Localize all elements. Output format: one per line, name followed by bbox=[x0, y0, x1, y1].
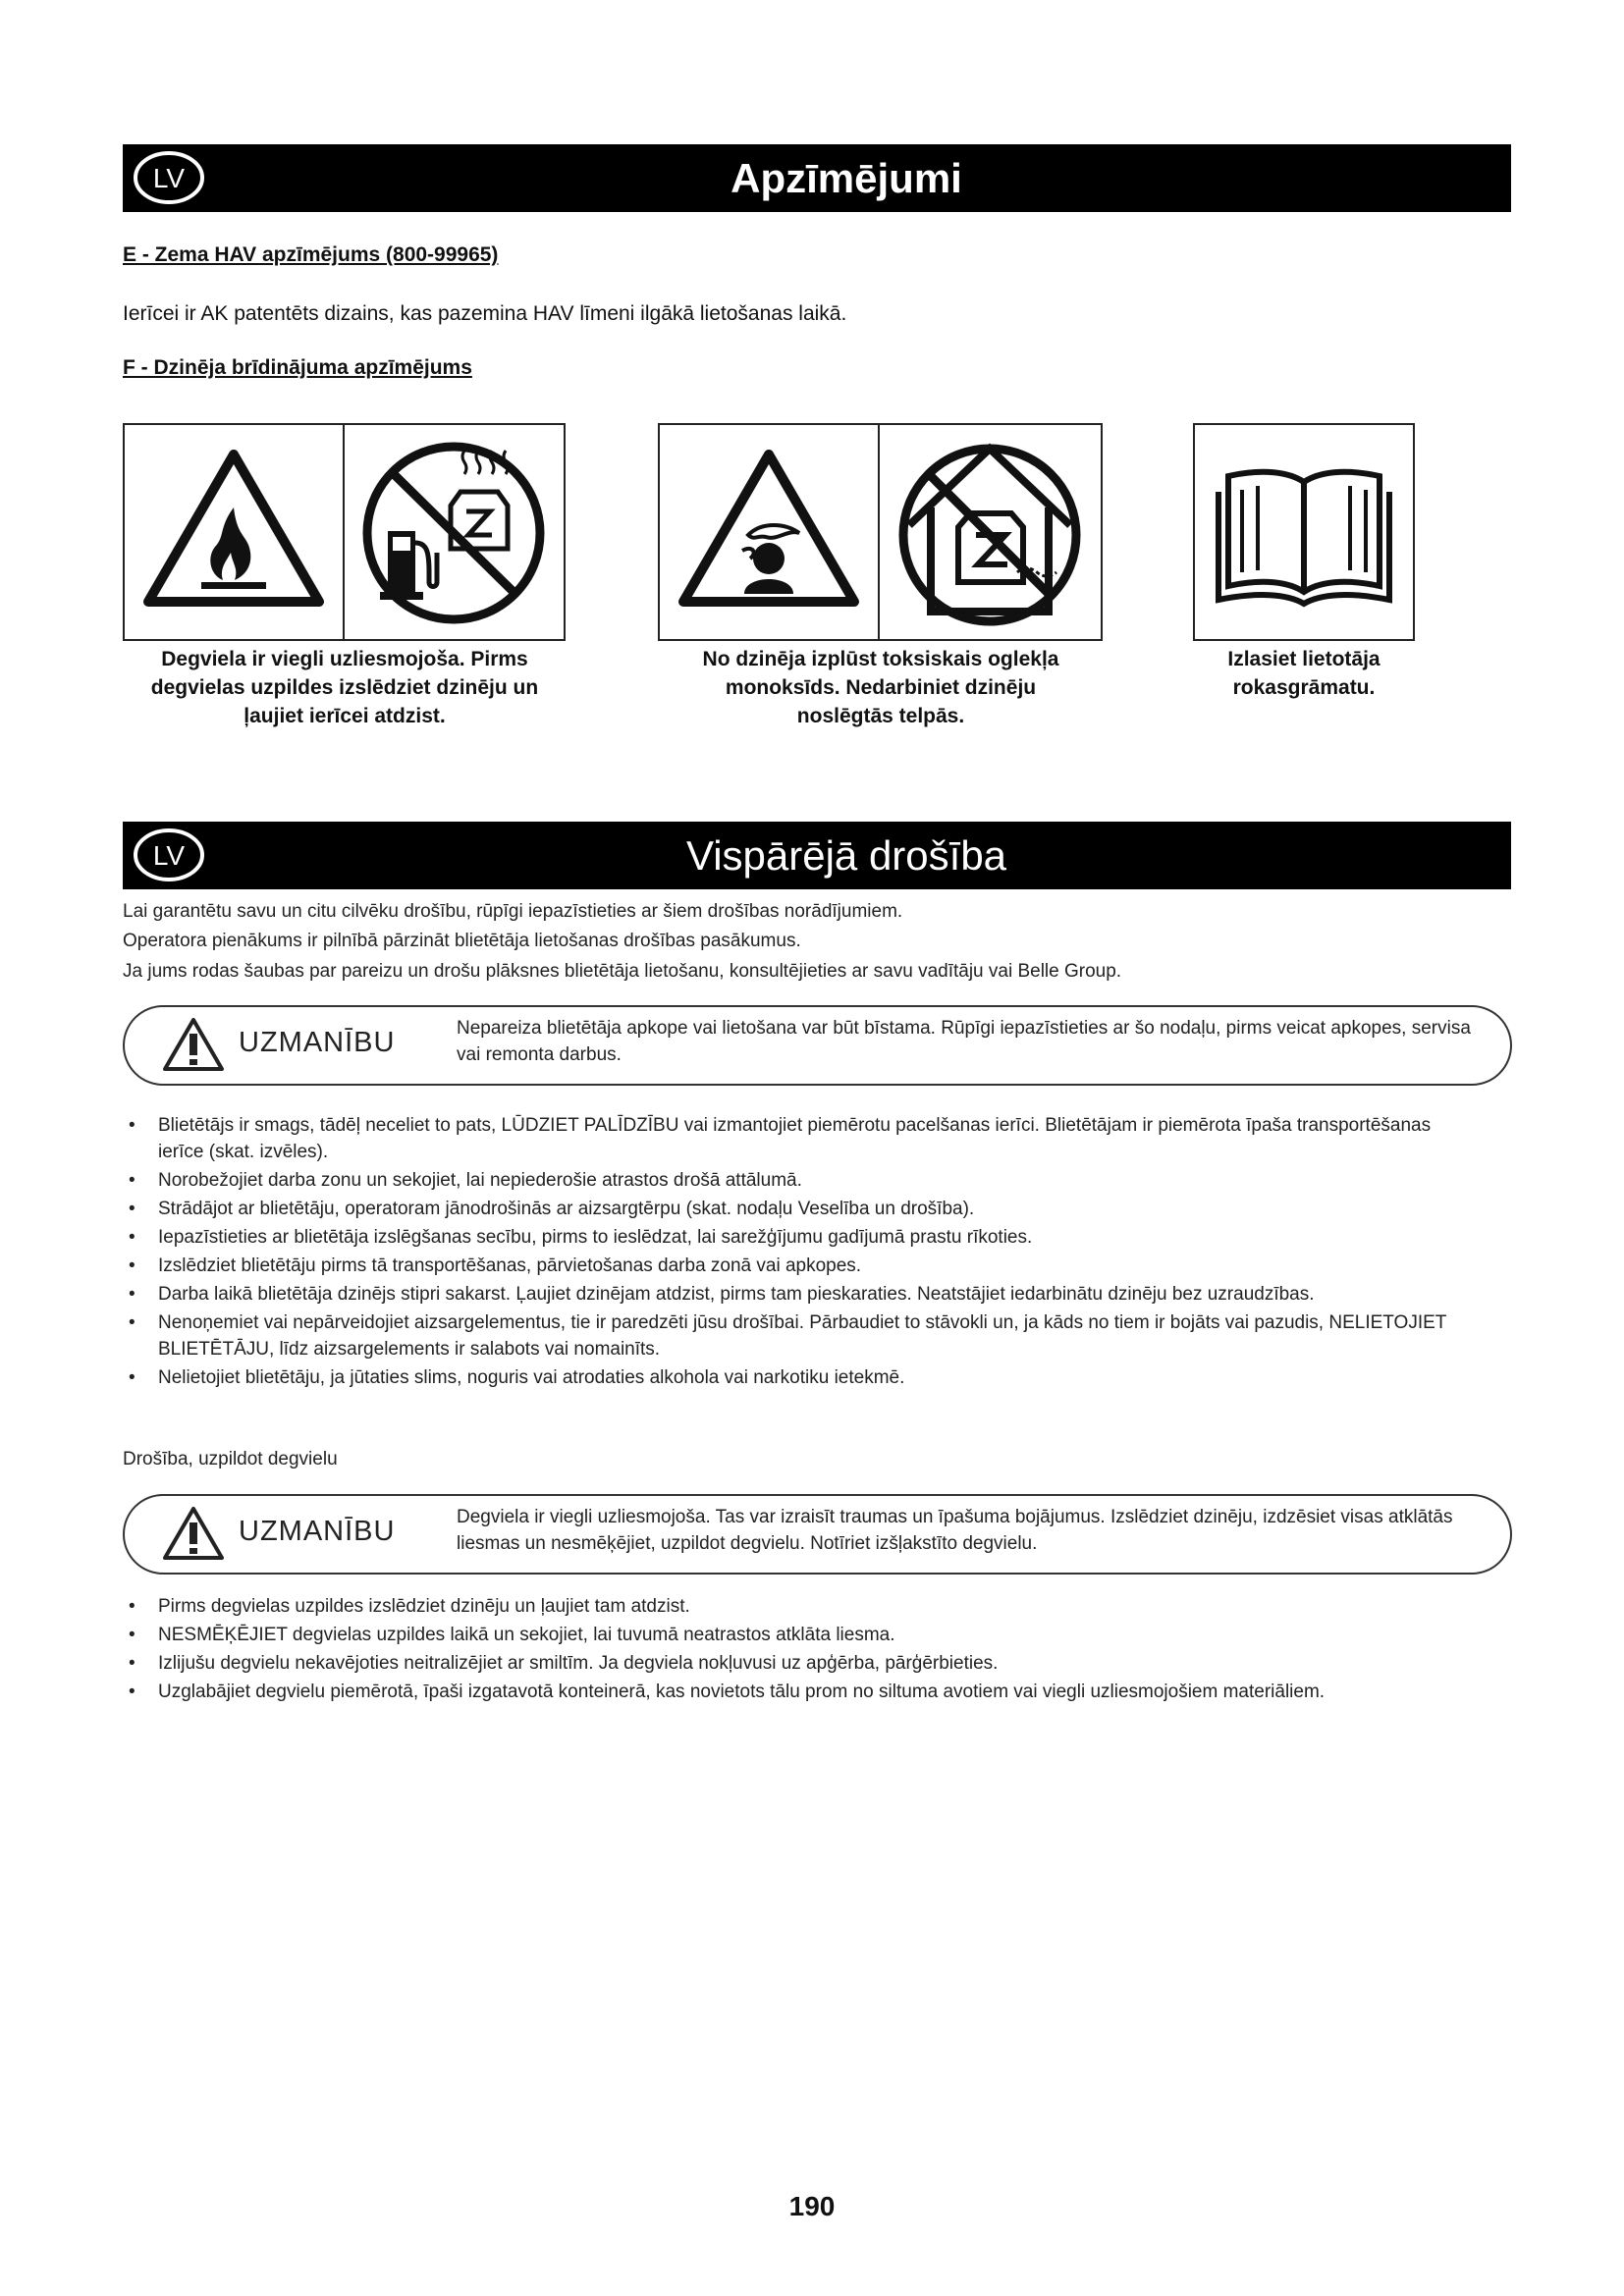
no-engine-indoors-icon bbox=[880, 425, 1101, 641]
caption-read-manual: Izlasiet lietotāja rokasgrāmatu. bbox=[1227, 648, 1380, 699]
fuel-safety-heading: Drošība, uzpildot degvielu bbox=[123, 1449, 338, 1469]
section-banner-symbols bbox=[123, 144, 1511, 212]
caution-box-fuel bbox=[123, 1494, 1512, 1575]
safety-bullet-list bbox=[123, 1112, 1478, 1393]
list-item: • Darba laikā blietētāja dzinējs stipri sakarst. Ļaujiet dzinējam atdzist, pirms tam pieskaraties. Neatstājiet iedarbinātu dzinēju bez uzraudzības. bbox=[123, 1281, 1478, 1308]
manual-panel bbox=[1193, 423, 1415, 641]
caution-text: Degviela ir viegli uzliesmojoša. Tas var izraisīt traumas un īpašuma bojājumus. Izslēdziet dzinēju, izdzēsiet visas atklātās liesmas un nesmēķējiet, uzpildot degvielu. Notīriet izšļakstīto degvielu. bbox=[457, 1507, 1453, 1554]
list-item: • Nenoņemiet vai nepārveidojiet aizsargelementus, tie ir paredzēti jūsu drošībai. Pārbaudiet to stāvokli un, ja kāds no tiem ir bojāts vai pazudis, NELIETOJIET BLIETĒTĀJU, līdz aizsargelements ir salabots vai nomainīts. bbox=[123, 1309, 1478, 1362]
caution-warning-icon bbox=[162, 1505, 225, 1562]
list-item: • Blietētājs ir smags, tādēļ neceliet to pats, LŪDZIET PALĪDZĪBU vai izmantojiet piemērotu pacelšanas ierīci. Blietētājam ir piemērota īpaša transportēšanas ierīce (skat. izvēles). bbox=[123, 1112, 1478, 1165]
intro-line: Lai garantētu savu un citu cilvēku drošību, rūpīgi iepazīstieties ar šiem drošības norādījumiem. bbox=[123, 901, 903, 922]
list-item: • Iepazīstieties ar blietētāja izslēgšanas secību, pirms to ieslēdzat, lai sarežģījumu gadījumā prastu rīkoties. bbox=[123, 1224, 1478, 1251]
section-banner-general-safety bbox=[123, 822, 1511, 889]
list-item: • NESMĒĶĒJIET degvielas uzpildes laikā un sekojiet, lai tuvumā neatrastos atklāta liesma. bbox=[123, 1622, 1478, 1648]
caution-box-maintenance bbox=[123, 1005, 1512, 1086]
svg-text:LV: LV bbox=[152, 163, 186, 193]
caption-fumes-warning: No dzinēja izplūst toksiskais oglekļa monoksīds. Nedarbiniet dzinēju noslēgtās telpās. bbox=[702, 648, 1059, 727]
fuel-warning-panel bbox=[123, 423, 566, 641]
list-item: • Norobežojiet darba zonu un sekojiet, lai nepiederošie atrastos drošā attālumā. bbox=[123, 1167, 1478, 1194]
caution-label: UZMANĪBU bbox=[239, 1516, 396, 1547]
list-item: • Pirms degvielas uzpildes izslēdziet dzinēju un ļaujiet tam atdzist. bbox=[123, 1593, 1478, 1620]
list-item: • Uzglabājiet degvielu piemērotā, īpaši izgatavotā konteinerā, kas novietots tālu prom no siltuma avotiem vai viegli uzliesmojošiem materiāliem. bbox=[123, 1679, 1478, 1705]
list-item: • Izlijušu degvielu nekavējoties neitralizējiet ar smiltīm. Ja degviela nokļuvusi uz apģērba, pārģērbieties. bbox=[123, 1650, 1478, 1677]
caution-warning-icon bbox=[162, 1016, 225, 1073]
caution-text: Nepareiza blietētāja apkope vai lietošana var būt bīstama. Rūpīgi iepazīstieties ar šo nodaļu, pirms veicat apkopes, servisa vai remonta darbus. bbox=[457, 1018, 1471, 1065]
section-title: Apzīmējumi bbox=[731, 155, 962, 201]
list-item: • Strādājot ar blietētāju, operatoram jānodrošinās ar aizsargtērpu (skat. nodaļu Veselība un drošība). bbox=[123, 1196, 1478, 1222]
low-hav-description: Ierīcei ir AK patentēts dizains, kas pazemina HAV līmeni ilgākā lietošanas laikā. bbox=[123, 302, 847, 325]
intro-line: Ja jums rodas šaubas par pareizu un drošu plāksnes blietētāja lietošanu, konsultējieties ar savu vadītāju vai Belle Group. bbox=[123, 961, 1122, 982]
heading-low-hav-symbol: E - Zema HAV apzīmējums (800-99965) bbox=[123, 243, 499, 266]
list-item: • Izslēdziet blietētāju pirms tā transportēšanas, pārvietošanas darba zonā vai apkopes. bbox=[123, 1253, 1478, 1279]
heading-engine-warning-symbol: F - Dzinēja brīdinājuma apzīmējums bbox=[123, 356, 472, 379]
caption-fuel-warning: Degviela ir viegli uzliesmojoša. Pirms degvielas uzpildes izslēdziet dzinēju un ļaujiet ierīcei atdzist. bbox=[150, 648, 539, 727]
toxic-fumes-warning-icon bbox=[660, 425, 879, 641]
fumes-warning-panel bbox=[658, 423, 1103, 641]
flammable-warning-icon bbox=[125, 425, 344, 641]
section-title: Vispārējā drošība bbox=[685, 832, 1007, 879]
fuel-bullet-list bbox=[123, 1593, 1478, 1707]
page-number: 190 bbox=[788, 2191, 836, 2221]
intro-line: Operatora pienākums ir pilnībā pārzināt blietētāja lietošanas drošības pasākumus. bbox=[123, 931, 801, 951]
caution-label: UZMANĪBU bbox=[239, 1027, 396, 1058]
no-refuel-engine-running-icon bbox=[345, 425, 564, 641]
read-manual-icon bbox=[1195, 425, 1413, 641]
list-item: • Nelietojiet blietētāju, ja jūtaties slims, noguris vai atrodaties alkohola vai narkotiku ietekmē. bbox=[123, 1364, 1478, 1391]
svg-text:LV: LV bbox=[152, 840, 186, 871]
